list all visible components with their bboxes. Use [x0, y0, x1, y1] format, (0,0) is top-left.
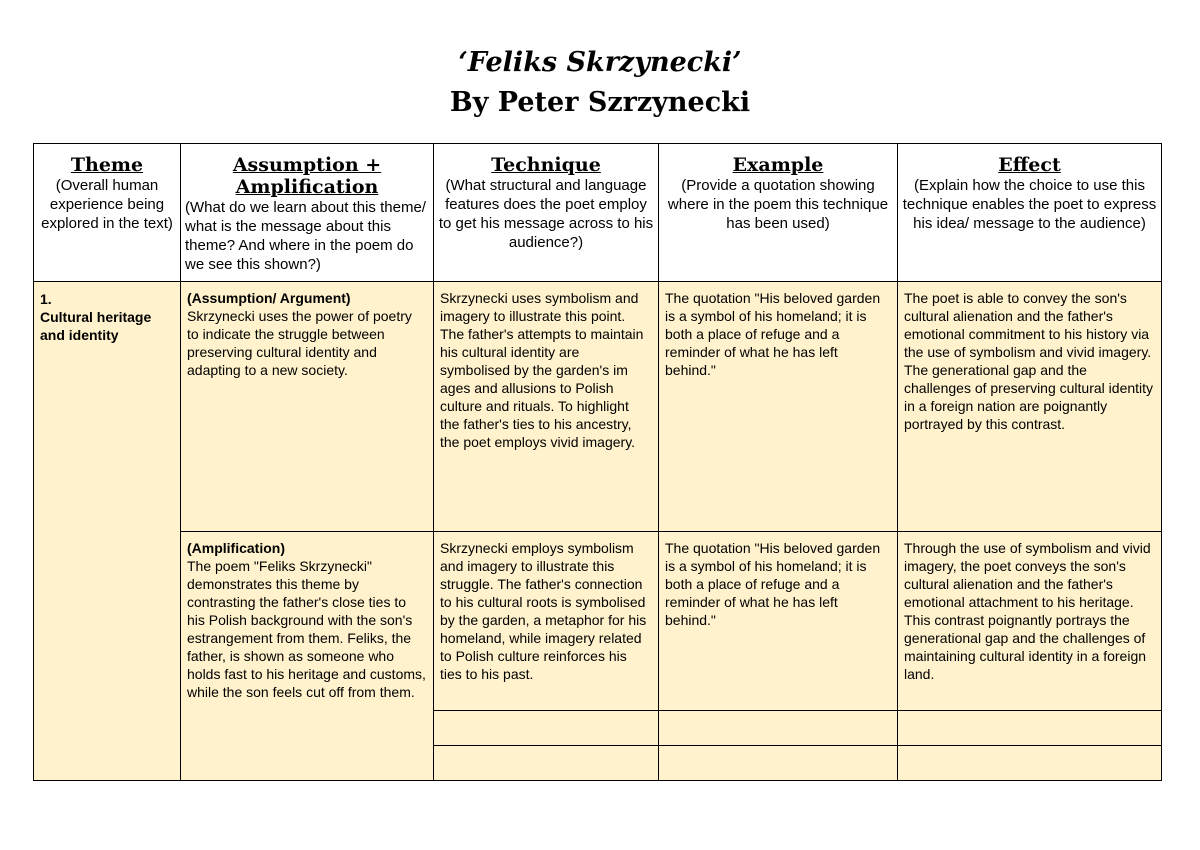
- technique-text: Skrzynecki employs symbolism and imagery to illustrate this struggle. The father's connection to his cultural roots is symbolised by the garden, a metaphor for his homeland, while imagery related to Polish culture reinforces his ties to his past.: [440, 540, 647, 682]
- empty-cell: [659, 746, 898, 781]
- effect-text: Through the use of symbolism and vivid imagery, the poet conveys the son's cultural alienation and the father's emotional attachment to his heritage. This contrast poignantly portrays the generational gap and the challenges of maintaining cultural identity in a foreign land.: [904, 540, 1151, 682]
- technique-cell: [434, 282, 659, 532]
- header-row: [34, 144, 1162, 282]
- assumption-text: Skrzynecki uses the power of poetry to indicate the struggle between preserving cultural identity and adapting to a new society.: [187, 308, 412, 378]
- empty-cell: [898, 746, 1162, 781]
- theme-number: 1.: [40, 291, 52, 307]
- table-row: [34, 282, 1162, 532]
- header-theme-desc: (Overall human experience being explored in the text): [41, 177, 173, 232]
- effect-cell: [898, 532, 1162, 711]
- example-cell: [659, 282, 898, 532]
- example-cell: [659, 532, 898, 711]
- header-example: [659, 144, 898, 282]
- header-technique-heading: Technique: [491, 154, 601, 176]
- header-theme: [34, 144, 181, 282]
- effect-text: The poet is able to convey the son's cultural alienation and the father's emotional commitment to his history via the use of symbolism and vivid imagery. The generational gap and the challenges of preserving cultural identity in a foreign nation are poignantly portrayed by this contrast.: [904, 290, 1154, 432]
- technique-text: Skrzynecki uses symbolism and imagery to illustrate this point. The father's attempts to maintain his cultural identity are symbolised by the garden's im ages and allusions to Polish culture and rituals. To highlight the father's ties to his ancestry, the poet employs vivid imagery.: [440, 290, 644, 450]
- example-text: The quotation "His beloved garden is a symbol of his homeland; it is both a place of refuge and a reminder of what he has left behind.": [665, 540, 881, 628]
- header-effect-heading: Effect: [998, 154, 1061, 176]
- header-effect: [898, 144, 1162, 282]
- empty-cell: [434, 746, 659, 781]
- example-text: The quotation "His beloved garden is a symbol of his homeland; it is both a place of refuge and a reminder of what he has left behind.": [665, 290, 881, 378]
- header-technique: [434, 144, 659, 282]
- header-assumption-desc: (What do we learn about this theme/ what is the message about this theme? And where in the poem do we see this shown?): [185, 199, 426, 273]
- header-technique-desc: (What structural and language features does the poet employ to get his message across to his audience?): [438, 177, 654, 251]
- technique-cell: [434, 532, 659, 711]
- assumption-label: (Assumption/ Argument): [187, 290, 351, 306]
- analysis-table: [33, 143, 1162, 781]
- header-assumption-heading: Assumption + Amplification: [232, 154, 382, 198]
- amplification-text: The poem "Feliks Skrzynecki" demonstrates this theme by contrasting the father's close ties to his Polish background with the son's estrangement from them. Feliks, the father, is shown as someone who holds fast to his heritage and customs, while the son feels cut off from them.: [187, 558, 426, 700]
- empty-cell: [434, 711, 659, 746]
- header-assumption: [181, 144, 434, 282]
- theme-cell: [34, 282, 181, 781]
- theme-name: Cultural heritage and identity: [40, 309, 152, 343]
- empty-cell: [898, 711, 1162, 746]
- effect-cell: [898, 282, 1162, 532]
- empty-cell: [659, 711, 898, 746]
- amplification-label: (Amplification): [187, 540, 285, 556]
- document-subtitle: By Peter Szrzynecki: [449, 87, 751, 118]
- header-example-desc: (Provide a quotation showing where in the poem this technique has been used): [667, 177, 889, 232]
- assumption-cell: [181, 282, 434, 532]
- header-theme-heading: Theme: [70, 154, 144, 176]
- amplification-cell: [181, 532, 434, 781]
- document-title: ‘Feliks Skrzynecki’: [458, 47, 742, 78]
- header-effect-desc: (Explain how the choice to use this technique enables the poet to express his idea/ message to the audience): [902, 177, 1157, 232]
- table-row: [34, 532, 1162, 711]
- header-example-heading: Example: [732, 154, 824, 176]
